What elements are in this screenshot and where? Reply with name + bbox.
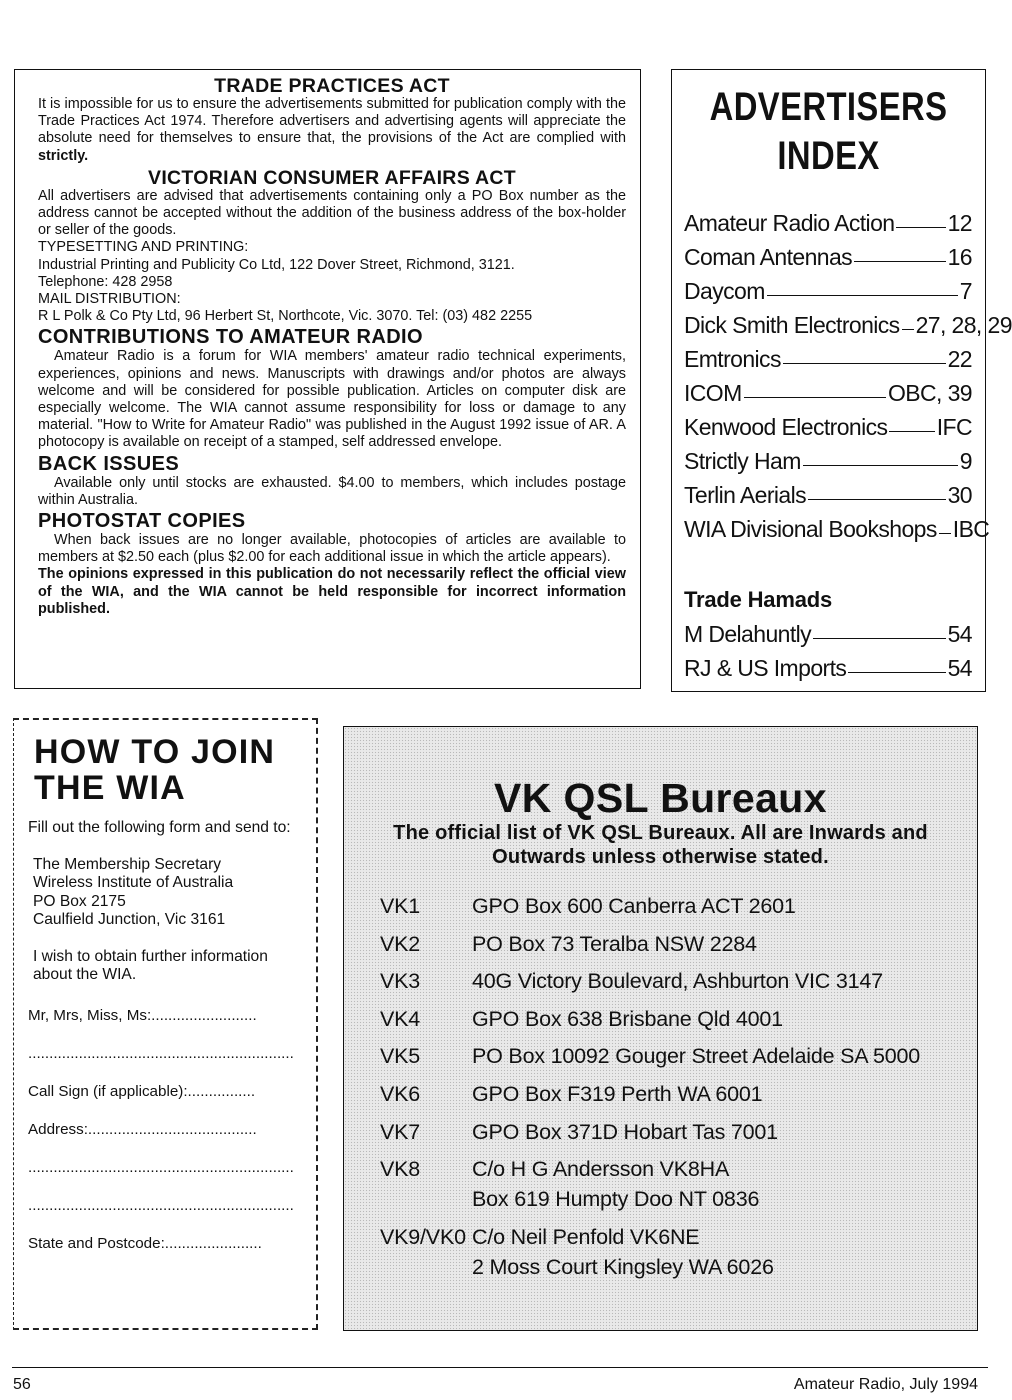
leader-line <box>767 295 958 296</box>
leader-line <box>902 329 914 330</box>
advertiser-entry <box>684 448 972 482</box>
advertiser-name: Emtronics <box>684 346 781 372</box>
strictly-emphasis: strictly. <box>38 147 89 164</box>
qsl-address: PO Box 73 Teralba NSW 2284 <box>472 931 757 956</box>
qsl-bureaux-box <box>343 726 978 1331</box>
address-line: Wireless Institute of Australia <box>33 874 234 891</box>
trade-hamads-list <box>684 621 972 689</box>
advertiser-page: 7 <box>959 278 972 304</box>
mail-distribution-label: MAIL DISTRIBUTION: <box>38 291 181 308</box>
info-request-text: I wish to obtain further information about the WIA. <box>33 947 268 983</box>
advertiser-entry <box>684 278 972 312</box>
qsl-call-area: VK2 <box>380 931 421 956</box>
typesetting-phone: Telephone: 428 2958 <box>38 273 173 290</box>
trade-hamad-page: 54 <box>947 655 972 681</box>
name-field[interactable]: Mr, Mrs, Miss, Ms:......................... <box>28 1006 257 1024</box>
advertiser-name: Dick Smith Electronics <box>684 312 900 338</box>
photostat-text: When back issues are no longer available, photocopies of articles are available to members at $2.50 each (plus $2.00 for each additional issue in which the article appears). <box>38 532 626 566</box>
advertiser-page: 27, 28, 29 <box>915 312 1012 338</box>
qsl-bureau-entry <box>380 1082 970 1107</box>
consumer-affairs-heading: VICTORIAN CONSUMER AFFAIRS ACT <box>148 166 516 189</box>
leader-line <box>813 638 946 639</box>
qsl-call-area: VK7 <box>380 1119 421 1144</box>
call-sign-field[interactable]: Call Sign (if applicable):................ <box>28 1082 256 1100</box>
trade-hamad-entry <box>684 655 972 689</box>
advertiser-entry <box>684 516 990 550</box>
publication-notices-box <box>14 69 641 689</box>
membership-address <box>33 856 308 930</box>
leader-line <box>848 672 945 673</box>
advertiser-page: IBC <box>952 516 990 542</box>
leader-line <box>854 261 946 262</box>
leader-line <box>896 227 945 228</box>
advertiser-page: 12 <box>947 210 972 236</box>
qsl-address: 40G Victory Boulevard, Ashburton VIC 3147 <box>472 969 883 994</box>
qsl-bureau-entry <box>380 1007 970 1032</box>
back-issues-heading: BACK ISSUES <box>38 452 180 475</box>
leader-line <box>803 465 958 466</box>
advertiser-name: Kenwood Electronics <box>684 414 888 440</box>
qsl-bureaux-list <box>380 894 970 1292</box>
qsl-call-area: VK8 <box>380 1157 421 1182</box>
qsl-address: GPO Box 600 Canberra ACT 2601 <box>472 894 796 918</box>
advertiser-entry <box>684 346 972 380</box>
qsl-bureau-entry <box>380 969 970 994</box>
advertiser-entry <box>684 312 1012 346</box>
address-field[interactable]: Address:........................................ <box>28 1120 257 1138</box>
photostat-heading: PHOTOSTAT COPIES <box>38 510 246 533</box>
advertiser-entry <box>684 414 972 448</box>
qsl-bureau-entry <box>380 894 970 919</box>
address-field-line2[interactable]: ............................................................... <box>28 1158 294 1176</box>
advertisers-title-line1: ADVERTISERS <box>709 85 948 129</box>
advertiser-entry <box>684 380 972 414</box>
join-title-line2: THE WIA <box>34 769 186 807</box>
qsl-address: C/o H G Andersson VK8HA <box>472 1157 730 1182</box>
contributions-text: Amateur Radio is a forum for WIA members' amateur radio technical experiments, experiences, opinions and news. Manuscripts with drawings and/or photos are always welcome and will be considered for possible publication. Articles on computer disk are especially welcome. The WIA cannot assume responsibility for loss or damage to any material. "How to Write for Amateur Radio" was published in the August 1992 issue of AR. A photocopy is available on receipt of a stamped, self addressed envelope. <box>38 348 626 451</box>
back-issues-text: Available only until stocks are exhausted. $4.00 to members, which includes postage within Australia. <box>38 474 626 508</box>
qsl-call-area: VK4 <box>380 1006 421 1031</box>
address-line: PO Box 2175 <box>33 892 126 910</box>
state-postcode-field[interactable]: State and Postcode:....................... <box>28 1234 262 1252</box>
qsl-call-area: VK6 <box>380 1081 421 1106</box>
leader-line <box>939 533 951 534</box>
how-to-join-coupon <box>13 718 318 1330</box>
leader-line <box>808 499 946 500</box>
typesetting-label: TYPESETTING AND PRINTING: <box>38 239 249 256</box>
qsl-address: GPO Box 371D Hobart Tas 7001 <box>472 1119 778 1144</box>
join-title <box>34 734 308 806</box>
qsl-bureau-entry <box>380 1225 970 1280</box>
leader-line <box>744 397 886 398</box>
qsl-address: C/o Neil Penfold VK6NE <box>472 1224 700 1249</box>
advertiser-page: IFC <box>936 414 972 440</box>
issue-label: Amateur Radio, July 1994 <box>793 1376 978 1393</box>
trade-practices-text: It is impossible for us to ensure the advertisements submitted for publication comply with the Trade Practices Act 1974. Therefore advertisers and advertising agents will appreciate the absolute need for themselves to ensure that, the provisions of the Act are complied with strictly. <box>38 96 626 164</box>
advertiser-page: 22 <box>947 346 972 372</box>
name-field-continuation[interactable]: ............................................................... <box>28 1044 294 1062</box>
advertiser-name: Amateur Radio Action <box>684 210 895 236</box>
advertiser-entry <box>684 244 972 278</box>
advertiser-name: Strictly Ham <box>684 448 801 474</box>
qsl-address: PO Box 10092 Gouger Street Adelaide SA 5000 <box>472 1044 921 1069</box>
qsl-address-line2: 2 Moss Court Kingsley WA 6026 <box>472 1254 774 1279</box>
qsl-address: GPO Box 638 Brisbane Qld 4001 <box>472 1006 783 1031</box>
advertiser-entry <box>684 210 972 244</box>
advertisers-title-line2: INDEX <box>777 134 880 178</box>
trade-practices-heading: TRADE PRACTICES ACT <box>214 75 450 97</box>
qsl-address: GPO Box F319 Perth WA 6001 <box>472 1081 763 1106</box>
leader-line <box>783 363 946 364</box>
advertiser-page: 16 <box>947 244 972 270</box>
trade-hamad-page: 54 <box>947 621 972 647</box>
join-intro: Fill out the following form and send to: <box>28 819 291 836</box>
advertisers-index-title <box>700 83 957 181</box>
advertisers-list <box>684 210 1012 550</box>
advertiser-name: ICOM <box>684 380 742 406</box>
advertisers-index-box <box>671 69 1012 692</box>
join-title-line1: HOW TO JOIN <box>34 733 276 771</box>
leader-line <box>889 431 934 432</box>
mail-distribution-text: R L Polk & Co Pty Ltd, 96 Herbert St, Northcote, Vic. 3070. Tel: (03) 482 2255 <box>38 308 533 325</box>
trade-hamad-entry <box>684 621 972 655</box>
trade-hamad-name: M Delahuntly <box>684 621 812 647</box>
page-number: 56 <box>13 1376 31 1393</box>
footer-rule <box>12 1367 988 1368</box>
trade-hamad-name: RJ & US Imports <box>684 655 847 681</box>
address-field-line3[interactable]: ............................................................... <box>28 1196 294 1214</box>
qsl-title: VK QSL Bureaux <box>494 775 827 821</box>
typesetting-text: Industrial Printing and Publicity Co Ltd, 122 Dover Street, Richmond, 3121. <box>38 256 515 273</box>
qsl-call-area: VK9/VK0 <box>380 1224 466 1249</box>
qsl-bureau-entry <box>380 1120 970 1145</box>
qsl-address-line2: Box 619 Humpty Doo NT 0836 <box>472 1187 760 1212</box>
advertiser-name: WIA Divisional Bookshops <box>684 516 937 542</box>
qsl-subtitle: The official list of VK QSL Bureaux. All are Inwards and Outwards unless otherwise stated. <box>393 822 928 868</box>
advertiser-name: Coman Antennas <box>684 244 853 270</box>
qsl-call-area: VK5 <box>380 1044 421 1069</box>
qsl-bureau-entry <box>380 1044 970 1069</box>
advertiser-name: Terlin Aerials <box>684 482 806 508</box>
trade-hamads-heading: Trade Hamads <box>684 587 833 612</box>
advertiser-page: 9 <box>959 448 972 474</box>
advertiser-page: 30 <box>947 482 972 508</box>
qsl-bureau-entry <box>380 1157 970 1212</box>
address-line: Caulfield Junction, Vic 3161 <box>33 911 226 928</box>
contributions-heading: CONTRIBUTIONS TO AMATEUR RADIO <box>38 326 423 349</box>
qsl-call-area: VK1 <box>380 894 421 918</box>
advertiser-page: OBC, 39 <box>887 380 972 406</box>
consumer-affairs-text: All advertisers are advised that advertisements containing only a PO Box number as the address cannot be accepted without the addition of the business address of the box-holder or seller of the goods. <box>38 187 626 239</box>
advertiser-entry <box>684 482 972 516</box>
disclaimer-text: The opinions expressed in this publication do not necessarily reflect the official view of the WIA, and the WIA cannot be held responsible for incorrect information published. <box>38 566 626 617</box>
qsl-bureau-entry <box>380 932 970 957</box>
advertiser-name: Daycom <box>684 278 765 304</box>
qsl-call-area: VK3 <box>380 969 421 994</box>
address-line: The Membership Secretary <box>33 855 222 873</box>
